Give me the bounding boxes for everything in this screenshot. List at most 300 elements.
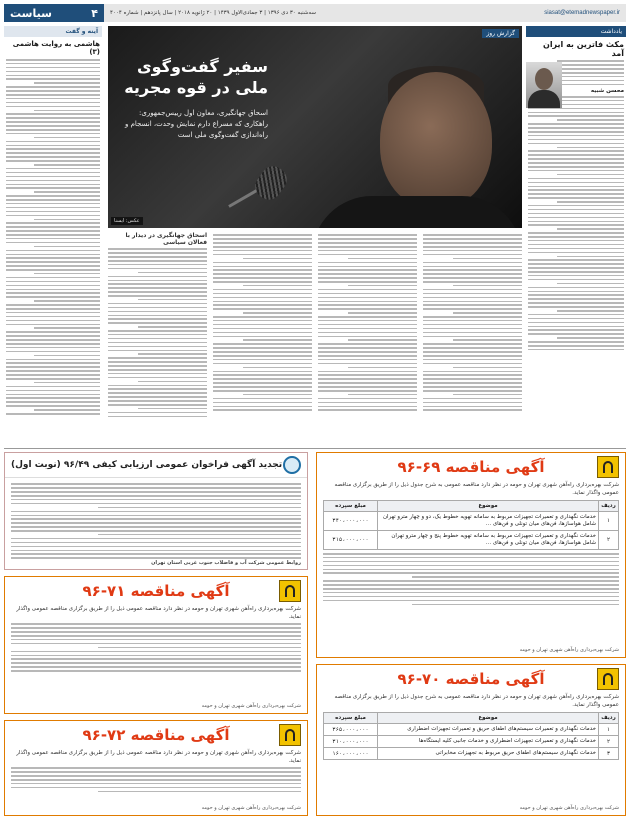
text-line (6, 331, 100, 333)
text-line (453, 339, 522, 341)
text-line (348, 258, 417, 260)
text-line (213, 273, 312, 275)
text-line (423, 293, 522, 295)
text-line (318, 289, 417, 291)
text-line (318, 266, 417, 268)
text-line (108, 338, 207, 340)
microphone-icon (251, 162, 292, 205)
text-line (557, 147, 624, 149)
text-line (528, 236, 624, 238)
text-line (138, 326, 207, 328)
ad-intro: شرکت بهره‌برداری راه‌آهن شهری تهران و حومه در نظر دارد مناقصه عمومی ذیل را از طریق برگزاری مناقصه عمومی واگذار نماید. (16, 606, 301, 620)
text-line (423, 254, 522, 256)
row-amount: ۱۶۰،۰۰۰،۰۰۰ (324, 748, 378, 760)
text-line (423, 289, 522, 291)
text-line (557, 201, 624, 203)
text-line (528, 322, 624, 324)
text-line (11, 639, 301, 641)
text-line (213, 406, 312, 408)
text-line (318, 316, 417, 318)
text-line (6, 296, 100, 298)
text-line (138, 353, 207, 355)
right-column-title: مکث فاتر‌ین به ایران آمد (542, 40, 624, 58)
text-line (423, 378, 522, 380)
text-line (423, 273, 522, 275)
text-line (108, 412, 207, 414)
page-number: ۴ (91, 6, 98, 20)
text-line (6, 362, 100, 364)
text-line (423, 238, 522, 240)
text-line (528, 248, 624, 250)
text-line (98, 534, 301, 536)
text-line (6, 374, 100, 376)
text-line (11, 518, 301, 520)
text-line (318, 378, 417, 380)
text-line (557, 310, 624, 312)
text-line (108, 283, 207, 285)
text-line (213, 343, 312, 345)
text-line (108, 400, 207, 402)
text-line (323, 565, 619, 567)
text-line (318, 308, 417, 310)
text-line (528, 224, 624, 226)
text-line (213, 304, 312, 306)
text-line (6, 289, 100, 291)
text-line (318, 297, 417, 299)
text-line (528, 294, 624, 296)
text-line (6, 265, 100, 267)
text-line (11, 499, 301, 501)
text-line (348, 285, 417, 287)
text-line (528, 186, 624, 188)
text-line (423, 242, 522, 244)
section-divider (4, 448, 626, 449)
text-line (528, 232, 624, 234)
ad-title: آگهی مناقصه ۷۱-۹۶ (82, 582, 230, 600)
row-number: ۲ (599, 531, 619, 550)
text-line (6, 234, 100, 236)
text-line (6, 339, 100, 341)
row-amount: ۳۱۰،۰۰۰،۰۰۰ (324, 736, 378, 748)
text-line (6, 316, 100, 318)
text-line (11, 511, 301, 513)
text-line (6, 257, 100, 259)
text-line (423, 250, 522, 252)
text-line (557, 337, 624, 339)
text-line (557, 256, 624, 258)
text-line (528, 333, 624, 335)
text-line (323, 592, 619, 594)
text-line (108, 365, 207, 367)
text-line (11, 779, 301, 781)
portrait-face (380, 72, 492, 208)
ad-footer: شرکت بهره‌برداری راه‌آهن شهری تهران و حومه (201, 805, 301, 811)
text-line (108, 248, 207, 250)
text-line (6, 172, 100, 174)
text-line (6, 102, 100, 104)
text-line (348, 367, 417, 369)
text-line (213, 351, 312, 353)
text-line (243, 312, 312, 314)
text-line (318, 269, 417, 271)
left-column-title: هاشمی به روایت هاشمی (۳) (12, 40, 100, 56)
text-line (108, 350, 207, 352)
text-line (423, 374, 522, 376)
text-line (528, 150, 624, 152)
ad-intro: شرکت بهره‌برداری راه‌آهن شهری تهران و حومه در نظر دارد مناقصه عمومی ذیل را از طریق برگزاری مناقصه عمومی واگذار نماید. (16, 750, 301, 764)
text-line (138, 381, 207, 383)
text-line (34, 273, 100, 275)
text-line (213, 316, 312, 318)
text-line (213, 281, 312, 283)
text-line (423, 332, 522, 334)
text-line (108, 295, 207, 297)
text-line (6, 152, 100, 154)
left-column (4, 26, 102, 444)
text-line (108, 385, 207, 387)
ad-header (5, 577, 307, 605)
text-line (423, 246, 522, 248)
ad-title: آگهی مناقصه ۶۹-۹۶ (397, 458, 545, 476)
text-line (6, 141, 100, 143)
text-line (11, 530, 301, 532)
text-line (11, 670, 301, 672)
text-line (323, 600, 619, 602)
text-line (423, 409, 522, 411)
header-site[interactable]: siasat@etemadnewspaper.ir (544, 10, 620, 16)
text-line (11, 623, 301, 625)
text-line (318, 254, 417, 256)
text-line (6, 359, 100, 361)
text-line (213, 378, 312, 380)
text-line (11, 655, 301, 657)
text-line (108, 357, 207, 359)
water-company-logo-icon (283, 456, 301, 474)
lead-article-body (108, 232, 522, 444)
left-column-label: آینه و گفت (4, 26, 102, 37)
text-line (6, 292, 100, 294)
text-line (11, 635, 301, 637)
text-line (318, 406, 417, 408)
photo-caption: عکس: ایسنا (111, 217, 143, 225)
text-line (108, 276, 207, 278)
text-line (528, 154, 624, 156)
column-header: موضوع (378, 713, 599, 724)
text-line (11, 775, 301, 777)
text-line (213, 238, 312, 240)
text-line (6, 230, 100, 232)
text-line (528, 345, 624, 347)
text-line (423, 234, 522, 236)
column-header: ردیف (599, 501, 619, 512)
text-line (423, 402, 522, 404)
text-line (108, 315, 207, 317)
text-line (423, 324, 522, 326)
text-line (453, 367, 522, 369)
text-line (423, 359, 522, 361)
notice-footer: روابط عمومی شرکت آب و فاضلاب جنوب غربی استان تهران (151, 560, 301, 566)
text-line (6, 78, 100, 80)
text-line (528, 135, 624, 137)
text-line (423, 269, 522, 271)
ad-intro: شرکت بهره‌برداری راه‌آهن شهری تهران و حومه در نظر دارد مناقصه عمومی به شرح جدول ذیل را از طریق برگزاری مناقصه عمومی واگذار نماید. (334, 482, 619, 496)
text-line (213, 398, 312, 400)
portrait-shoulder (312, 196, 522, 228)
tender-ad-70 (316, 664, 626, 816)
row-number: ۲ (599, 736, 619, 748)
text-line (6, 397, 100, 399)
right-column (526, 26, 626, 444)
text-line (6, 347, 100, 349)
text-line (11, 643, 301, 645)
text-line (318, 355, 417, 357)
text-line (318, 328, 417, 330)
text-line (108, 260, 207, 262)
text-line (423, 347, 522, 349)
text-line (6, 195, 100, 197)
ad-header (317, 665, 625, 693)
text-line (213, 266, 312, 268)
text-line (318, 336, 417, 338)
text-line (6, 71, 100, 73)
metro-logo-icon (279, 580, 301, 602)
text-line (213, 250, 312, 252)
text-line (6, 281, 100, 283)
text-line (557, 228, 624, 230)
text-line (6, 343, 100, 345)
text-line (6, 199, 100, 201)
text-line (213, 246, 312, 248)
text-line (108, 307, 207, 309)
text-line (108, 287, 207, 289)
issue-line: سه‌شنبه ۳۰ دی ۱۳۹۶ | ۳ جمادی‌الاول ۱۴۳۹ | ۲۰ ژانویه ۲۰۱۸ | سال پانزدهم | شماره ۴۰۰۴ (110, 10, 316, 16)
tender-table (323, 500, 619, 550)
text-line (528, 291, 624, 293)
text-line (108, 404, 207, 406)
text-line (528, 162, 624, 164)
text-line (423, 351, 522, 353)
text-line (528, 213, 624, 215)
text-line (11, 526, 301, 528)
text-line (213, 386, 312, 388)
text-line (34, 300, 100, 302)
text-line (423, 382, 522, 384)
water-company-notice (4, 452, 308, 570)
row-amount: ۳۶۵،۰۰۰،۰۰۰ (324, 724, 378, 736)
ad-conditions (5, 767, 307, 792)
text-line (243, 258, 312, 260)
text-line (6, 238, 100, 240)
text-line (318, 277, 417, 279)
text-line (6, 67, 100, 69)
text-line (423, 328, 522, 330)
notice-header (5, 453, 307, 478)
text-line (318, 281, 417, 283)
row-amount: ۳۴۰،۰۰۰،۰۰۰ (324, 512, 378, 531)
ad-conditions (317, 553, 625, 605)
text-line (412, 576, 619, 578)
text-line (412, 604, 619, 606)
section-tab (4, 4, 104, 22)
text-line (423, 343, 522, 345)
text-line (528, 275, 624, 277)
text-line (528, 166, 624, 168)
text-line (323, 596, 619, 598)
text-line (6, 366, 100, 368)
table-row (324, 512, 619, 531)
text-line (6, 184, 100, 186)
text-line (6, 90, 100, 92)
text-line (528, 326, 624, 328)
ad-title: آگهی مناقصه ۷۲-۹۶ (82, 726, 230, 744)
tender-ad-69 (316, 452, 626, 658)
text-line (11, 767, 301, 769)
text-line (528, 267, 624, 269)
tender-ad-72 (4, 720, 308, 816)
article-subhead: اسحاق جهانگیری در دیدار با فعالان سیاسی (125, 232, 207, 246)
text-line (108, 416, 207, 418)
text-line (528, 240, 624, 242)
text-line (108, 256, 207, 258)
text-line (557, 283, 624, 285)
row-amount: ۳۱۵،۰۰۰،۰۰۰ (324, 531, 378, 550)
text-line (108, 311, 207, 313)
text-line (11, 550, 301, 552)
metro-logo-icon (597, 456, 619, 478)
text-line (318, 242, 417, 244)
right-column-label: یادداشت (526, 26, 626, 37)
text-line (213, 234, 312, 236)
text-line (6, 386, 100, 388)
text-line (528, 139, 624, 141)
text-line (528, 279, 624, 281)
text-line (318, 262, 417, 264)
text-line (348, 312, 417, 314)
text-line (423, 406, 522, 408)
text-line (318, 351, 417, 353)
text-line (213, 336, 312, 338)
text-line (6, 222, 100, 224)
text-line (6, 378, 100, 380)
text-line (108, 303, 207, 305)
text-line (11, 487, 301, 489)
notice-text (5, 478, 307, 564)
lead-photo (108, 26, 522, 228)
text-line (453, 394, 522, 396)
text-line (423, 281, 522, 283)
text-line (34, 355, 100, 357)
text-line (318, 273, 417, 275)
text-line (213, 347, 312, 349)
text-line (11, 627, 301, 629)
text-line (108, 361, 207, 363)
table-row (324, 724, 619, 736)
text-line (323, 580, 619, 582)
text-line (108, 346, 207, 348)
text-line (34, 82, 100, 84)
text-line (6, 269, 100, 271)
text-line (34, 409, 100, 411)
text-line (528, 217, 624, 219)
section-title: سیاست (10, 6, 52, 20)
text-line (318, 324, 417, 326)
text-line (6, 148, 100, 150)
ad-header (317, 453, 625, 481)
table-row (324, 531, 619, 550)
text-line (213, 371, 312, 373)
text-line (6, 390, 100, 392)
text-line (528, 112, 624, 114)
text-line (11, 557, 301, 559)
text-line (6, 335, 100, 337)
column-header: مبلغ سپرده (324, 501, 378, 512)
text-line (323, 588, 619, 590)
text-line (11, 787, 301, 789)
text-line (423, 308, 522, 310)
text-line (528, 318, 624, 320)
text-line (6, 250, 100, 252)
text-line (213, 254, 312, 256)
text-line (423, 301, 522, 303)
text-line (34, 327, 100, 329)
text-line (423, 297, 522, 299)
ad-title: آگهی مناقصه ۷۰-۹۶ (397, 670, 545, 688)
ad-footer: شرکت بهره‌برداری راه‌آهن شهری تهران و حومه (519, 647, 619, 653)
text-line (6, 405, 100, 407)
text-line (34, 137, 100, 139)
text-line (98, 507, 301, 509)
text-line (108, 330, 207, 332)
text-line (213, 355, 312, 357)
text-line (6, 277, 100, 279)
text-line (528, 244, 624, 246)
text-line (528, 193, 624, 195)
ad-footer: شرکت بهره‌برداری راه‌آهن شهری تهران و حومه (201, 703, 301, 709)
text-line (323, 553, 619, 555)
article-column (213, 232, 312, 444)
text-line (318, 234, 417, 236)
text-line (423, 320, 522, 322)
text-line (423, 355, 522, 357)
text-line (528, 252, 624, 254)
text-line (11, 666, 301, 668)
text-line (243, 285, 312, 287)
text-line (11, 662, 301, 664)
row-subject: خدمات نگهداری و تعمیرات سیستم‌های اطفای حریق و تعمیرات تجهیزات اضطراری (378, 724, 599, 736)
text-line (213, 363, 312, 365)
text-line (11, 538, 301, 540)
text-line (6, 98, 100, 100)
text-line (34, 110, 100, 112)
text-line (138, 272, 207, 274)
text-line (138, 408, 207, 410)
text-line (423, 266, 522, 268)
metro-logo-icon (597, 668, 619, 690)
text-line (318, 398, 417, 400)
text-line (557, 174, 624, 176)
text-line (528, 189, 624, 191)
row-number: ۳ (599, 748, 619, 760)
text-line (11, 495, 301, 497)
text-line (318, 363, 417, 365)
text-line (108, 396, 207, 398)
row-subject: خدمات نگهداری و تعمیرات تجهیزات مربوط به سامانه تهویه خطوط پنج و چهار مترو تهران شامل هواسازها، فن‌های میان تونلی و فن‌های ... (378, 531, 599, 550)
text-line (11, 631, 301, 633)
text-line (528, 205, 624, 207)
text-line (6, 133, 100, 135)
text-line (423, 371, 522, 373)
row-subject: خدمات نگهداری و تعمیرات تجهیزات مربوط به سامانه تهویه خطوط یک، دو و چهار مترو تهران شامل هواسازها، فن‌های میان تونلی و فن‌های ... (378, 512, 599, 531)
